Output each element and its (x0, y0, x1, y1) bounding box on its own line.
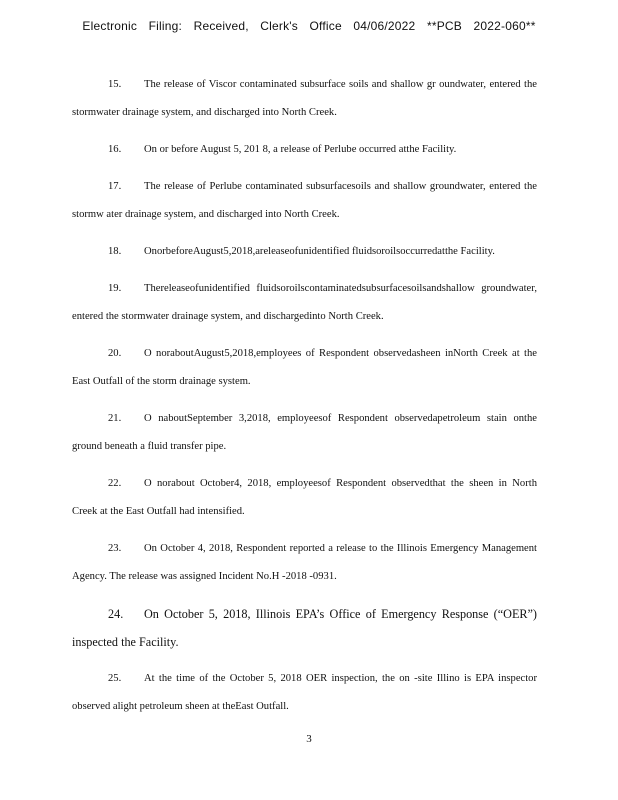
paragraph-text: O naboutSeptember 3,2018, employeesof Respondent observedapetroleum stain onthe ground beneath a fluid transfer pipe. (72, 413, 537, 452)
paragraph-number: 25. (108, 673, 122, 684)
paragraph-text: The release of Perlube contaminated subsurfacesoils and shallow groundwater, entered the stormw ater drainage system, and discharged into North Creek. (72, 181, 537, 220)
page-number: 3 (306, 733, 312, 745)
paragraph-19 (72, 275, 537, 331)
paragraph-number: 22. (108, 478, 122, 489)
paragraph-text: Thereleaseofunidentified fluidsoroilscontaminatedsubsurfacesoilsandshallow groundwater, entered the stormwater drainage system, and dischargedinto North Creek. (72, 283, 537, 322)
paragraph-15 (72, 71, 537, 127)
paragraph-text: At the time of the October 5, 2018 OER inspection, the on -site Illino is EPA inspector observed alight petroleum sheen at theEast Outfall. (72, 673, 537, 712)
filing-header: Electronic Filing: Received, Clerk's Office 04/06/2022 **PCB 2022-060** (82, 19, 536, 33)
paragraph-18 (72, 238, 537, 266)
paragraph-number: 18. (108, 246, 122, 257)
paragraph-25 (72, 665, 537, 721)
paragraph-21 (72, 405, 537, 461)
paragraph-16 (72, 136, 537, 164)
paragraph-number: 20. (108, 348, 122, 359)
paragraph-text: O norabout October4, 2018, employeesof Respondent observedthat the sheen in North Creek at the East Outfall had intensified. (72, 478, 537, 517)
paragraph-text: O noraboutAugust5,2018,employees of Respondent observedasheen inNorth Creek at the East Outfall of the storm drainage system. (72, 348, 537, 387)
document-body (72, 71, 537, 730)
paragraph-number: 19. (108, 283, 122, 294)
paragraph-text: The release of Viscor contaminated subsurface soils and shallow gr oundwater, entered the stormwater drainage system, and discharged into North Creek. (72, 79, 537, 118)
paragraph-24 (72, 600, 537, 656)
paragraph-23 (72, 535, 537, 591)
paragraph-20 (72, 340, 537, 396)
paragraph-number: 21. (108, 413, 122, 424)
paragraph-number: 15. (108, 79, 122, 90)
paragraph-number: 23. (108, 543, 122, 554)
paragraph-text: On October 4, 2018, Respondent reported a release to the Illinois Emergency Management Agency. The release was assigned Incident No.H -2018 -0931. (72, 543, 537, 582)
paragraph-number: 17. (108, 181, 122, 192)
paragraph-text: On or before August 5, 201 8, a release of Perlube occurred atthe Facility. (144, 144, 457, 155)
paragraph-number: 16. (108, 144, 122, 155)
paragraph-text: On October 5, 2018, Illinois EPA’s Office of Emergency Response (“OER”) inspected the Facility. (72, 607, 537, 649)
paragraph-22 (72, 470, 537, 526)
paragraph-text: OnorbeforeAugust5,2018,areleaseofunidentified fluidsoroilsoccurredatthe Facility. (144, 246, 495, 257)
paragraph-number: 24. (108, 607, 124, 621)
paragraph-17 (72, 173, 537, 229)
